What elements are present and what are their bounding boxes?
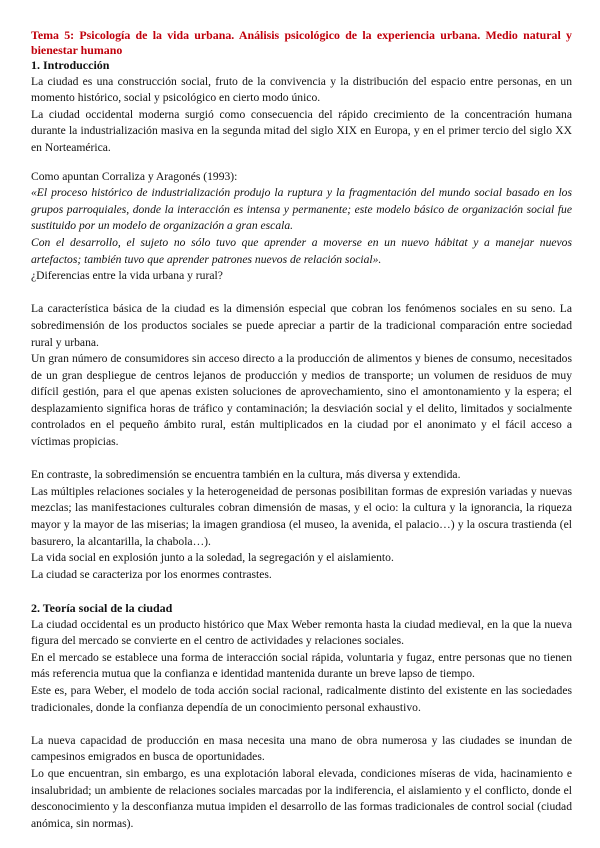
section-heading-introduccion: 1. Introducción: [31, 58, 110, 72]
paragraph: La característica básica de la ciudad es la dimensión especial que cobran los fenómenos sociales en su seno. La sobredimensión de los productos sociales se puede apreciar a partir de la tradicional comparación entre sociedad rural y urbana.: [31, 302, 572, 349]
paragraph: La ciudad occidental es un producto histórico que Max Weber remonta hasta la ciudad medieval, en la que la nueva figura del mercado se convierte en el centro de actividades y relaciones sociales.: [31, 617, 572, 648]
paragraph: En el mercado se establece una forma de interacción social rápida, voluntaria y fugaz, entre personas que no tienen más referencia mutua que la confianza e identidad mantenida durante un breve lapso de tiempo.: [31, 650, 572, 681]
section-heading-teoria-social: 2. Teoría social de la ciudad: [31, 601, 173, 615]
paragraph: La nueva capacidad de producción en masa necesita una mano de obra numerosa y las ciudades se inundan de campesinos emigrados en busca de oportunidades.: [31, 733, 572, 764]
citation-intro: Como apuntan Corraliza y Aragonés (1993):: [31, 169, 238, 183]
document-page: [31, 28, 572, 832]
paragraph: La ciudad se caracteriza por los enormes contrastes.: [31, 567, 272, 581]
paragraph: Lo que encuentran, sin embargo, es una explotación laboral elevada, condiciones míseras de vida, hacinamiento e insalubridad; un ambiente de relaciones sociales marcadas por la indiferencia, el aislamiento y el conflicto, donde el desconocimiento y la desconfianza mutua impiden el desarrollo de las formas tradicionales de control social (ciudad anómica, sin normas).: [31, 766, 572, 830]
quote-paragraph: Con el desarrollo, el sujeto no sólo tuvo que aprender a moverse en un nuevo hábitat y a manejar nuevos artefactos; también tuvo que aprender patrones nuevos de relación social».: [31, 235, 572, 266]
paragraph: Las múltiples relaciones sociales y la heterogeneidad de personas posibilitan formas de expresión variadas y nuevas mezclas; las manifestaciones culturales cobran dimensión de masas, y el ocio: la cultura y la ignorancia, la riqueza mayor y la mayor de las miserias; la imagen grandiosa (el museo, la avenida, el palacio…) y la oscura trastienda (el basurero, la alcantarilla, la chabola…).: [31, 484, 572, 548]
paragraph: La ciudad es una construcción social, fruto de la convivencia y la distribución del espacio entre personas, en un momento histórico, social y psicológico en cierto modo único.: [31, 74, 572, 105]
paragraph: La vida social en explosión junto a la soledad, la segregación y el aislamiento.: [31, 551, 394, 565]
quote-paragraph: «El proceso histórico de industrialización produjo la ruptura y la fragmentación del mundo social basado en los grupos parroquiales, donde la interacción es intensa y permanente; este modelo básico de organización social fue sustituido por un modelo de organización a gran escala.: [31, 186, 572, 233]
paragraph: Un gran número de consumidores sin acceso directo a la producción de alimentos y bienes de consumo, necesitados de un gran despliegue de centros lejanos de producción y medios de transporte; un volumen de residuos de muy difícil gestión, para el que apenas existen soluciones de aprovechamiento, sino el amontonamiento y la espera; el desplazamiento significa horas de tráfico y contaminación; la desviación social y el delito, limitados y socialmente controlados en el pequeño ámbito rural, están multiplicados en la ciudad por el anonimato y el fácil acceso a víctimas propicias.: [31, 352, 572, 449]
paragraph: La ciudad occidental moderna surgió como consecuencia del rápido crecimiento de la concentración humana durante la industrialización masiva en la segunda mitad del siglo XIX en Europa, y en el primer tercio del siglo XX en Norteamérica.: [31, 107, 572, 154]
document-title: Tema 5: Psicología de la vida urbana. Análisis psicológico de la experiencia urbana. Medio natural y bienestar humano: [31, 28, 572, 57]
paragraph: Este es, para Weber, el modelo de toda acción social racional, radicalmente distinto del existente en las sociedades tradicionales, donde la confianza dependía de un conocimiento personal exhaustivo.: [31, 683, 572, 714]
question-line: ¿Diferencias entre la vida urbana y rural?: [31, 269, 223, 283]
paragraph: En contraste, la sobredimensión se encuentra también en la cultura, más diversa y extendida.: [31, 468, 461, 482]
